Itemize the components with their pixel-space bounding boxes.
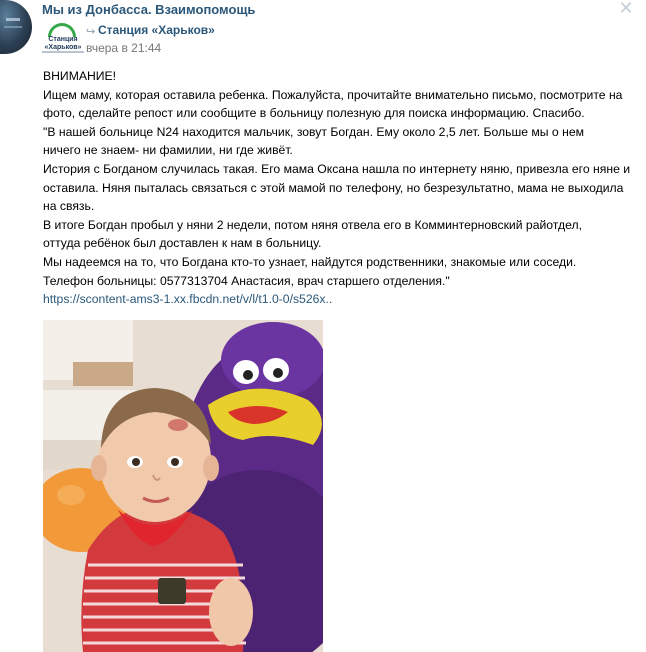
close-icon[interactable]: ✕ <box>618 0 634 18</box>
post-line: Ищем маму, которая оставила ребенка. Пожалуйста, прочитайте внимательно письмо, посмотрите на <box>43 87 623 102</box>
avatar-highlight <box>4 26 22 28</box>
group-avatar[interactable] <box>0 0 32 54</box>
post-text <box>43 67 643 309</box>
post-photo[interactable] <box>43 320 323 652</box>
group-name-link[interactable]: Мы из Донбасса. Взаимопомощь <box>42 2 256 17</box>
repost-source-link[interactable]: Станция «Харьков» <box>98 23 215 37</box>
logo-arc <box>48 23 76 37</box>
post-line: оттуда ребёнок был доставлен к нам в больницу. <box>43 236 322 251</box>
repost-arrow-icon: ↪ <box>86 26 96 38</box>
post-line: "В нашей больнице N24 находится мальчик, зовут Богдан. Ему около 2,5 лет. Больше мы о нем <box>43 124 584 139</box>
child-photo-illustration <box>43 320 323 652</box>
post-line: Телефон больницы: 0577313704 Анастасия, врач старшего отделения." <box>43 273 450 288</box>
post-timestamp[interactable]: вчера в 21:44 <box>86 41 162 55</box>
logo-text: Станция «Харьков» <box>44 36 82 51</box>
post-line: оставила. Няня пыталась связаться с этой мамой по телефону, но безрезультатно, мама не выходила <box>43 180 624 195</box>
source-logo[interactable] <box>42 21 84 57</box>
post-line: фото, сделайте репост или сообщите в больницу полезную для поиска информацию. Спасибо. <box>43 106 585 121</box>
post-line: Мы надеемся на то, что Богдана кто-то узнает, найдутся родственники, знакомые или соседи. <box>43 254 577 269</box>
logo-underline <box>42 51 84 53</box>
post-link[interactable]: https://scontent-ams3-1.xx.fbcdn.net/v/l/t1.0-0/s526x.. <box>43 292 333 307</box>
post-line: ничего не знаем- ни фамилии, ни где живёт. <box>43 143 293 158</box>
avatar-highlight <box>6 18 20 21</box>
post-line: ВНИМАНИЕ! <box>43 69 117 83</box>
post-line: на связь. <box>43 199 95 214</box>
post-line: В итоге Богдан пробыл у няни 2 недели, потом няня отвела его в Комминтерновский райотдел, <box>43 217 582 232</box>
post-line: История с Богданом случилась такая. Его мама Оксана нашла по интернету няню, привезла его няне и <box>43 161 631 176</box>
